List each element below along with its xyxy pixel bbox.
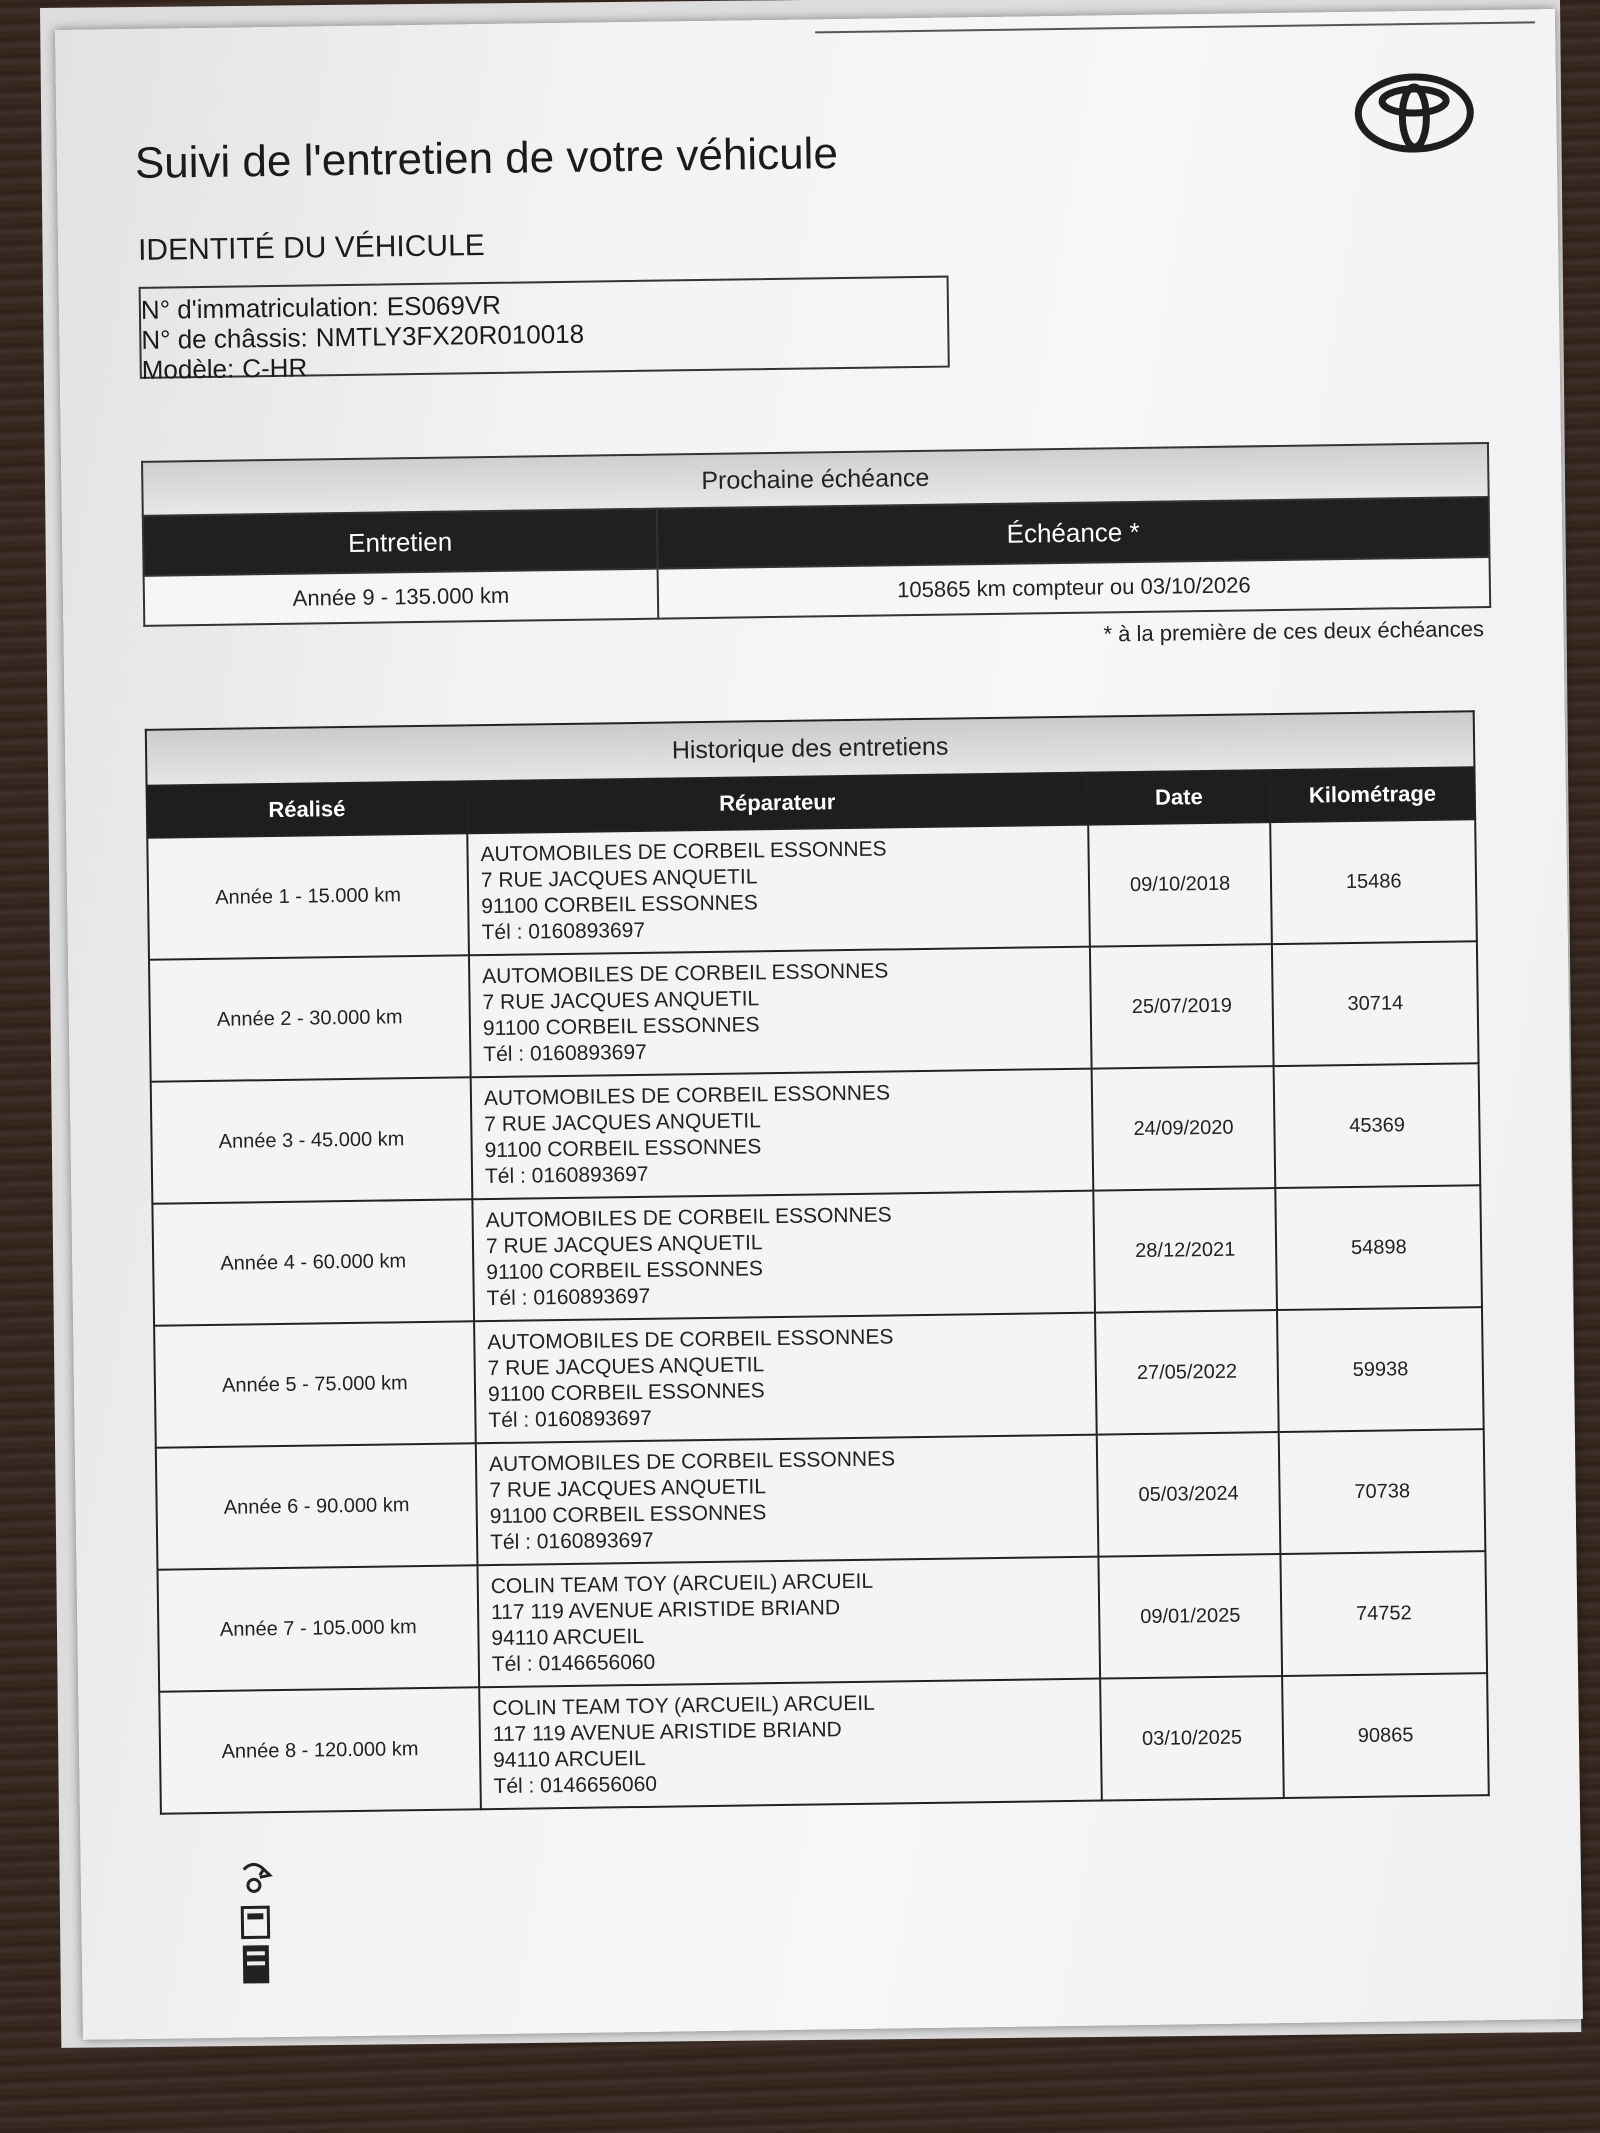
header-rule [815,21,1535,33]
repairer-line: 91100 CORBEIL ESSONNES [487,1379,765,1407]
cell-date: 24/09/2020 [1091,1066,1275,1191]
repairer-line: 7 RUE JACQUES ANQUETIL [485,1231,763,1259]
repairer-line: Tél : 0146656060 [493,1772,658,1799]
repairer-line: AUTOMOBILES DE CORBEIL ESSONNES [487,1325,894,1355]
history-caption: Historique des entretiens [146,711,1475,786]
repairer-line: 7 RUE JACQUES ANQUETIL [480,865,758,893]
repairer-line: AUTOMOBILES DE CORBEIL ESSONNES [480,837,887,867]
registration-label: N° d'immatriculation: [140,291,379,325]
table-row [151,1063,1481,1204]
repairer-line: 7 RUE JACQUES ANQUETIL [482,987,760,1015]
cell-done: Année 7 - 105.000 km [158,1565,480,1691]
cell-date: 03/10/2025 [1100,1676,1284,1801]
table-row [149,941,1479,1082]
cell-mileage: 30714 [1272,941,1478,1066]
registration-value: ES069VR [386,289,502,322]
next-due-header-maintenance: Entretien [143,509,658,576]
repairer-line: AUTOMOBILES DE CORBEIL ESSONNES [488,1447,896,1477]
repairer-line: Tél : 0160893697 [483,1040,647,1067]
cell-done: Année 3 - 45.000 km [151,1077,473,1203]
repairer-line: 91100 CORBEIL ESSONNES [484,1135,762,1163]
chassis-label: N° de châssis: [141,322,308,355]
repairer-line: 94110 ARCUEIL [491,1624,645,1651]
repairer-line: AUTOMOBILES DE CORBEIL ESSONNES [482,959,889,989]
header-mileage: Kilométrage [1270,767,1475,822]
page-title: Suivi de l'entretien de votre véhicule [134,129,839,188]
repairer-line: Tél : 0160893697 [484,1162,649,1189]
cell-done: Année 1 - 15.000 km [147,833,469,959]
model-label: Modèle: [141,353,235,385]
cell-date: 05/03/2024 [1097,1432,1281,1557]
next-due-footnote: * à la première de ces deux échéances [1103,616,1485,647]
history-body [147,819,1488,1813]
cell-mileage: 45369 [1274,1063,1480,1188]
repairer-line: 91100 CORBEIL ESSONNES [482,1013,760,1041]
next-due-table [141,442,1491,627]
repairer-line: COLIN TEAM TOY (ARCUEIL) ARCUEIL [492,1691,875,1721]
repairer-line: 117 119 AVENUE ARISTIDE BRIAND [490,1596,841,1625]
cell-date: 25/07/2019 [1090,944,1274,1069]
repairer-line: 94110 ARCUEIL [492,1746,646,1773]
header-date: Date [1087,770,1270,825]
table-row [152,1185,1482,1326]
recycle-symbol-icon [236,1857,278,1988]
cell-mileage: 15486 [1271,819,1477,944]
maintenance-document [55,9,1583,2040]
repairer-line: 91100 CORBEIL ESSONNES [486,1257,764,1285]
cell-done: Année 8 - 120.000 km [159,1687,481,1813]
cell-mileage: 70738 [1279,1429,1485,1554]
header-done: Réalisé [147,781,468,837]
cell-repairer [474,1313,1097,1444]
cell-repairer [467,825,1090,956]
repairer-line: 91100 CORBEIL ESSONNES [489,1501,767,1529]
table-row [147,819,1477,960]
cell-mileage: 54898 [1276,1185,1482,1310]
cell-repairer [471,1069,1094,1200]
cell-mileage: 90865 [1282,1673,1488,1798]
identity-section-title: IDENTITÉ DU VÉHICULE [137,229,486,267]
cell-repairer [472,1191,1095,1322]
cell-date: 09/01/2025 [1098,1554,1282,1679]
cell-done: Année 5 - 75.000 km [154,1321,476,1447]
repairer-line: Tél : 0146656060 [491,1650,656,1677]
repairer-line: 117 119 AVENUE ARISTIDE BRIAND [492,1718,842,1747]
cell-repairer [476,1435,1099,1566]
repairer-line: COLIN TEAM TOY (ARCUEIL) ARCUEIL [490,1569,874,1599]
next-due-deadline: 105865 km compteur ou 03/10/2026 [658,557,1491,619]
repairer-line: AUTOMOBILES DE CORBEIL ESSONNES [485,1203,892,1233]
table-row [154,1307,1484,1448]
repairer-line: 7 RUE JACQUES ANQUETIL [484,1109,761,1137]
maintenance-history-table [145,710,1490,1814]
cell-date: 28/12/2021 [1093,1188,1277,1313]
vehicle-identity-box [139,276,950,385]
cell-done: Année 2 - 30.000 km [149,955,471,1081]
repairer-line: 91100 CORBEIL ESSONNES [481,891,758,919]
repairer-line: Tél : 0160893697 [486,1284,651,1311]
cell-date: 09/10/2018 [1088,822,1272,947]
repairer-line: AUTOMOBILES DE CORBEIL ESSONNES [483,1081,891,1111]
repairer-line: Tél : 0160893697 [488,1406,653,1433]
repairer-line: Tél : 0160893697 [489,1528,654,1555]
next-due-caption: Prochaine échéance [142,443,1489,516]
cell-repairer [479,1679,1102,1810]
toyota-logo-icon [1354,72,1475,154]
cell-repairer [477,1557,1100,1688]
table-row [156,1429,1486,1570]
next-due-maintenance: Année 9 - 135.000 km [144,569,659,626]
repairer-line: 7 RUE JACQUES ANQUETIL [487,1353,765,1381]
cell-mileage: 59938 [1277,1307,1483,1432]
cell-mileage: 74752 [1281,1551,1487,1676]
model-value: C-HR [242,352,308,384]
cell-date: 27/05/2022 [1095,1310,1279,1435]
cell-repairer [469,947,1092,1078]
table-row [159,1673,1489,1814]
header-repairer: Réparateur [466,773,1088,834]
chassis-value: NMTLY3FX20R010018 [315,318,585,353]
next-due-header-due: Échéance * [657,497,1490,569]
cell-done: Année 6 - 90.000 km [156,1443,478,1569]
repairer-line: 7 RUE JACQUES ANQUETIL [489,1475,767,1503]
cell-done: Année 4 - 60.000 km [152,1199,474,1325]
table-row [158,1551,1488,1692]
repairer-line: Tél : 0160893697 [481,918,646,945]
